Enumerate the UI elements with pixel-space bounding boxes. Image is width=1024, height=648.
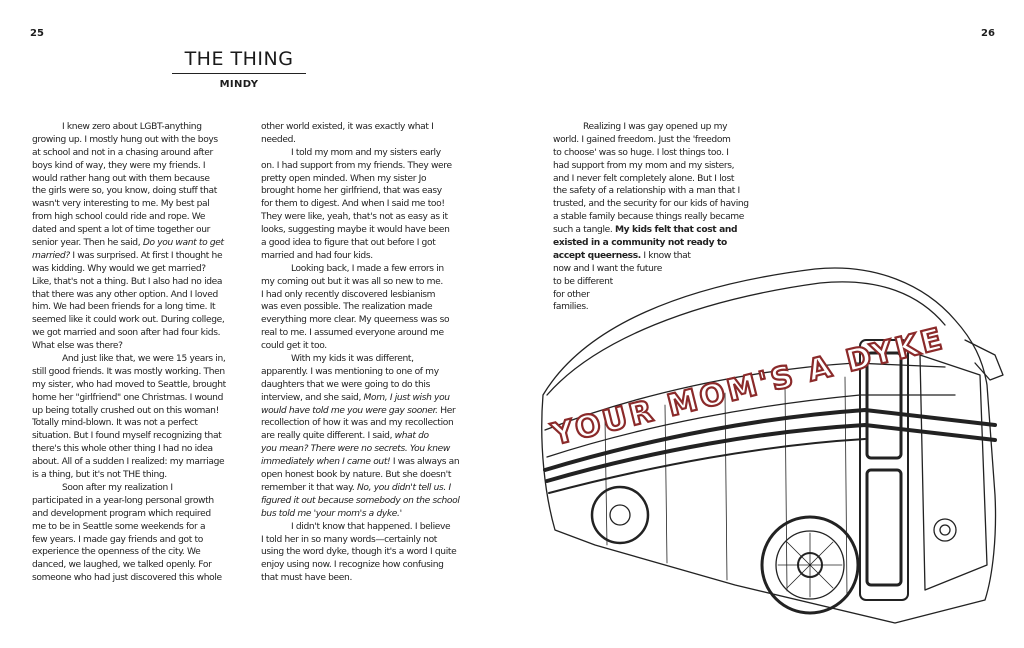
text-line (261, 392, 471, 405)
plain-text: home her "girlfriend" one Christmas. I wound (32, 392, 223, 403)
plain-text: for them to digest. And when I said me too! (261, 199, 445, 210)
text-line (32, 340, 242, 353)
plain-text: looks, suggesting maybe it would have been (261, 225, 450, 236)
plain-text: needed. (261, 134, 296, 145)
text-line (261, 353, 471, 366)
plain-text: is a thing, but it's not THE thing. (32, 470, 167, 481)
text-line (32, 392, 242, 405)
text-line (261, 495, 471, 508)
plain-text: dated and spent a lot of time together our (32, 225, 211, 236)
plain-text: danced, we laughed, we talked openly. For (32, 560, 212, 571)
text-line (32, 443, 242, 456)
text-line (32, 314, 242, 327)
text-line (32, 211, 242, 224)
plain-text: using the word dyke, though it's a word I quite (261, 547, 457, 558)
plain-text: I had only recently discovered lesbianism (261, 289, 436, 300)
text-line (32, 237, 242, 250)
bus-headlight (934, 519, 956, 541)
text-line (261, 185, 471, 198)
plain-text: someone who had just discovered this whole (32, 573, 222, 584)
plain-text: still good friends. It was mostly working. Then (32, 366, 225, 377)
plain-text: remember it that way. (261, 482, 357, 493)
text-line (32, 521, 242, 534)
plain-text: my coming out but it was all so new to me. (261, 276, 443, 287)
italic-text: Mom, I just wish you (363, 392, 450, 403)
text-line (32, 508, 242, 521)
text-line (32, 534, 242, 547)
text-line (261, 482, 471, 495)
plain-text: boys kind of way, they were my friends. I (32, 160, 206, 171)
text-line (553, 211, 793, 224)
text-line (261, 250, 471, 263)
plain-text: a stable family because things really became (553, 212, 745, 223)
text-column-2 (261, 121, 471, 585)
text-line (553, 224, 793, 237)
text-line (261, 289, 471, 302)
plain-text: I told her in so many words—certainly not (261, 534, 438, 545)
text-line (261, 276, 471, 289)
text-line (32, 134, 242, 147)
plain-text: on. I had support from my friends. They were (261, 160, 452, 171)
text-line (32, 430, 242, 443)
text-line (32, 405, 242, 418)
bus-rear-hub (610, 505, 630, 525)
plain-text: They were like, yeah, that's not as easy as it (261, 212, 448, 223)
text-line (553, 134, 793, 147)
text-line (32, 546, 242, 559)
text-line (261, 173, 471, 186)
plain-text: I didn't know that happened. I believe (291, 521, 451, 532)
plain-text: him. We had been friends for a long time. It (32, 302, 216, 313)
text-column-1 (32, 121, 242, 585)
text-line (261, 211, 471, 224)
plain-text: would rather hang out with them because (32, 173, 210, 184)
text-line (32, 469, 242, 482)
plain-text: Totally mind-blown. It was not a perfect (32, 418, 198, 429)
plain-text: now and I want the future (553, 263, 662, 274)
plain-text: the safety of a relationship with a man that I (553, 186, 740, 197)
text-line (261, 314, 471, 327)
plain-text: seemed like it could work out. During college, (32, 315, 225, 326)
text-line (261, 379, 471, 392)
plain-text: at school and not in a chasing around after (32, 147, 213, 158)
text-line (553, 185, 793, 198)
plain-text: participated in a year-long personal growth (32, 495, 214, 506)
plain-text: Like, that's not a thing. But I also had no idea (32, 276, 223, 287)
right-page-number: 26 (981, 28, 995, 39)
text-line (32, 327, 242, 340)
plain-text: was kidding. Why would we get married? (32, 263, 206, 274)
plain-text: I knew zero about LGBT-anything (62, 122, 202, 132)
bus-front-wheel-spokes (778, 533, 842, 597)
plain-text: few years. I made gay friends and got to (32, 534, 203, 545)
chapter-author: MINDY (219, 79, 259, 90)
italic-text: Do you want to get (142, 238, 224, 249)
plain-text: Her (437, 405, 456, 416)
text-line (261, 237, 471, 250)
plain-text: could get it too. (261, 341, 327, 352)
plain-text: such a tangle. (553, 225, 615, 236)
plain-text: a good idea to figure that out before I got (261, 238, 436, 249)
plain-text: my sister, who had moved to Seattle, brought (32, 379, 226, 390)
plain-text: growing up. I mostly hung out with the boys (32, 134, 218, 145)
chapter-title: THE THING (184, 48, 294, 70)
plain-text: the girls were so, you know, doing stuff that (32, 186, 217, 197)
text-line (553, 160, 793, 173)
plain-text: wasn't very interesting to me. My best pal (32, 199, 210, 210)
plain-text: trusted, and the security for our kids of having (553, 199, 749, 210)
text-line (32, 224, 242, 237)
text-line (32, 456, 242, 469)
text-line (261, 405, 471, 418)
plain-text: had support from my mom and my sisters, (553, 160, 735, 171)
text-line (261, 224, 471, 237)
bold-text: My kids felt that cost and (614, 225, 738, 236)
plain-text: recollection of how it was and my recollection (261, 418, 454, 429)
italic-text: you mean? There were no secrets. You knew (261, 444, 450, 455)
text-line (261, 417, 471, 430)
italic-text: figured it out because somebody on the school (261, 495, 460, 506)
title-underline (172, 73, 306, 74)
plain-text: there's this whole other thing I had no idea (32, 444, 213, 455)
text-line (32, 559, 242, 572)
italic-text: married? (32, 250, 70, 261)
text-line (32, 147, 242, 160)
bus-body-outline (542, 268, 996, 623)
text-line (32, 263, 242, 276)
bus-front (920, 355, 987, 590)
plain-text: enjoy using now. I recognize how confusing (261, 560, 444, 571)
plain-text: up being totally crushed out on this woman! (32, 405, 219, 416)
plain-text: to choose' was so huge. I lost things too. I (553, 147, 729, 158)
bold-text: existed in a community not ready to (553, 238, 727, 249)
text-line (261, 121, 471, 134)
text-line (32, 289, 242, 302)
plain-text: apparently. I was mentioning to one of my (261, 366, 439, 377)
chapter-header (172, 46, 306, 90)
plain-text: I know that (640, 250, 691, 261)
text-line (32, 198, 242, 211)
bus-door-window-bottom (867, 470, 901, 585)
italic-text: bus told me 'your mom's a dyke.' (261, 508, 402, 519)
text-line (261, 508, 471, 521)
italic-text: what do (394, 431, 429, 442)
plain-text: pretty open minded. When my sister Jo (261, 173, 427, 184)
text-line (32, 276, 242, 289)
plain-text: we got married and soon after had four kids. (32, 328, 221, 339)
text-line (261, 340, 471, 353)
plain-text: open honest book by nature. But she doesn't (261, 470, 452, 481)
text-line (32, 185, 242, 198)
text-line (261, 430, 471, 443)
text-line (261, 456, 471, 469)
text-line (32, 495, 242, 508)
bus-rear-wheel (592, 487, 648, 543)
plain-text: was even possible. The realization made (261, 302, 433, 313)
text-line (553, 147, 793, 160)
plain-text: Soon after my realization I (62, 482, 173, 493)
plain-text: and I never felt completely alone. But I lost (553, 173, 735, 184)
plain-text: And just like that, we were 15 years in, (62, 354, 226, 365)
text-line (261, 521, 471, 534)
text-line (32, 121, 242, 134)
plain-text: brought home her girlfriend, that was easy (261, 186, 442, 197)
plain-text: Looking back, I made a few errors in (291, 263, 444, 274)
plain-text: that there was any other option. And I loved (32, 289, 218, 300)
plain-text: I was surprised. At first I thought he (69, 250, 223, 261)
text-line (32, 353, 242, 366)
bus-mirror (965, 340, 1003, 380)
text-line (261, 160, 471, 173)
text-line (32, 301, 242, 314)
text-line (32, 173, 242, 186)
plain-text: from high school could ride and rope. We (32, 212, 206, 223)
plain-text: interview, and she said, (261, 392, 364, 403)
plain-text: and development program which required (32, 508, 211, 519)
plain-text: I was always an (390, 457, 460, 468)
bold-text: accept queerness. (553, 250, 641, 261)
bus-headlight-inner (940, 525, 950, 535)
italic-text: No, you didn't tell us. I (356, 482, 451, 493)
plain-text: everything more clear. My queerness was so (261, 315, 450, 326)
text-line (553, 173, 793, 186)
text-line (261, 469, 471, 482)
plain-text: experience the openness of the city. We (32, 547, 201, 558)
plain-text: real to me. I assumed everyone around me (261, 328, 444, 339)
plain-text: about. All of a sudden I realized: my marriage (32, 457, 225, 468)
plain-text: world. I gained freedom. Just the 'freedom (553, 134, 731, 145)
text-line (32, 572, 242, 585)
plain-text: What else was there? (32, 341, 123, 352)
text-line (553, 198, 793, 211)
plain-text: to be different (553, 276, 613, 287)
plain-text: I told my mom and my sisters early (291, 147, 441, 158)
italic-text: immediately when I came out! (261, 457, 391, 468)
left-page-number: 25 (30, 28, 44, 39)
plain-text: With my kids it was different, (291, 354, 414, 365)
plain-text: other world existed, it was exactly what I (261, 122, 434, 132)
text-line (261, 559, 471, 572)
bus-graffiti-text: YOUR MOM'S A DYKE (548, 321, 949, 453)
text-line (261, 134, 471, 147)
text-line (32, 366, 242, 379)
text-line (32, 417, 242, 430)
text-line (261, 327, 471, 340)
school-bus-illustration (525, 245, 1020, 640)
plain-text: me to be in Seattle some weekends for a (32, 521, 206, 532)
text-line (261, 301, 471, 314)
text-line (32, 482, 242, 495)
plain-text: for other (553, 289, 590, 300)
plain-text: are really quite different. I said, (261, 431, 395, 442)
plain-text: Realizing I was gay opened up my (583, 122, 728, 132)
text-line (261, 534, 471, 547)
italic-text: would have told me you were gay sooner. (261, 405, 438, 416)
plain-text: senior year. Then he said, (32, 238, 143, 249)
text-line (261, 546, 471, 559)
text-line (261, 198, 471, 211)
text-line (261, 147, 471, 160)
text-line (32, 160, 242, 173)
plain-text: families. (553, 302, 589, 313)
plain-text: married and had four kids. (261, 250, 373, 261)
plain-text: that must have been. (261, 573, 352, 584)
text-line (553, 121, 793, 134)
text-line (261, 443, 471, 456)
text-line (261, 366, 471, 379)
plain-text: situation. But I found myself recognizing that (32, 431, 222, 442)
text-line (261, 263, 471, 276)
text-line (32, 379, 242, 392)
plain-text: daughters that we were going to do this (261, 379, 430, 390)
text-line (261, 572, 471, 585)
text-line (32, 250, 242, 263)
